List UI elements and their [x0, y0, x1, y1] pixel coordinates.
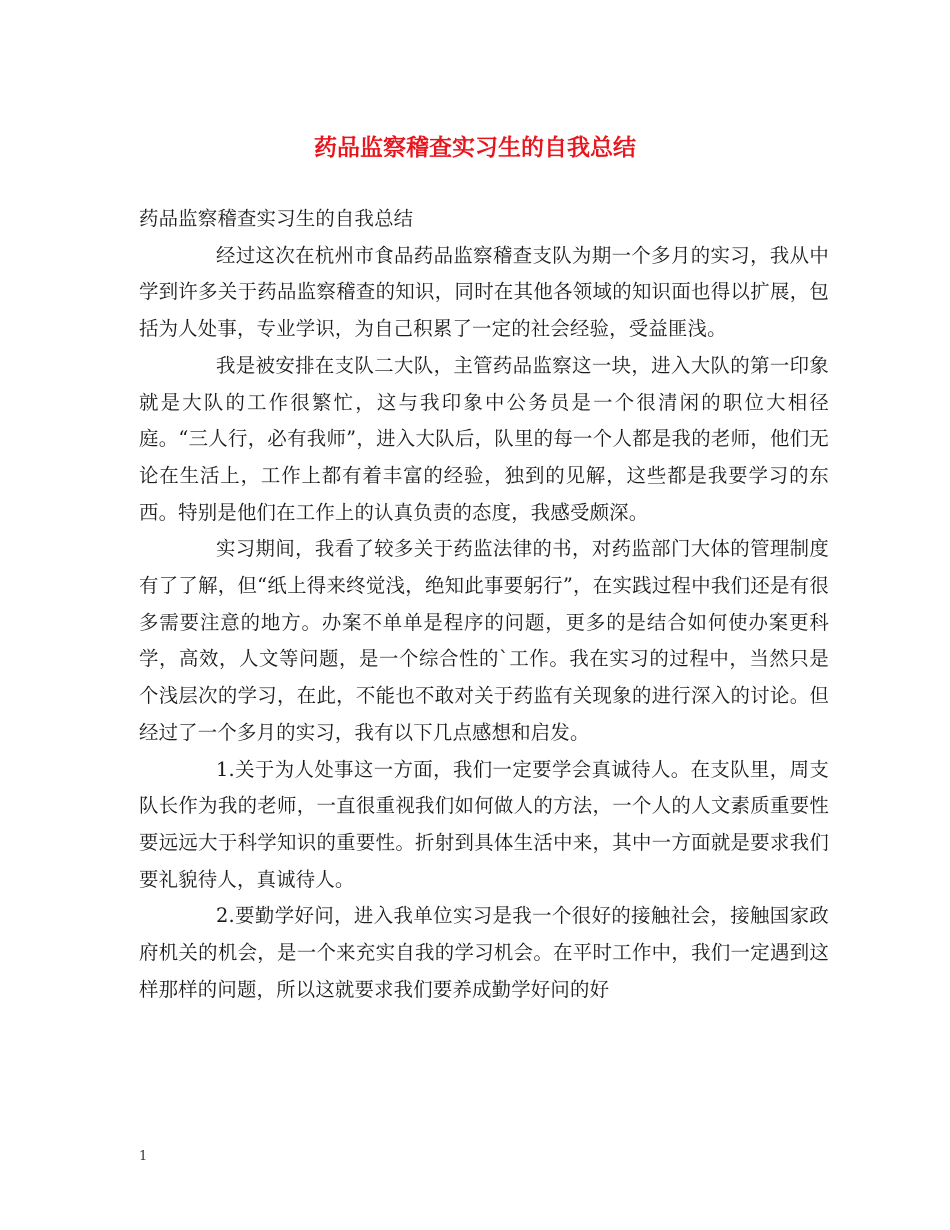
- paragraph-assignment: 我是被安排在支队二大队，主管药品监察这一块，进入大队的第一印象就是大队的工作很繁忙，这与我印象中公务员是一个很清闲的职位大相径庭。“三人行，必有我师”，进入大队后，队里的每一个人都是我的老师，他们无论在生活上，工作上都有着丰富的经验，独到的见解，这些都是我要学习的东西。特别是他们在工作上的认真负责的态度，我感受颇深。: [139, 353, 829, 524]
- paragraph-point-1: 1.关于为人处事这一方面，我们一定要学会真诚待人。在支队里，周支队长作为我的老师，一直很重视我们如何做人的方法，一个人的人文素质重要性要远远大于科学知识的重要性。折射到具体生活中来，其中一方面就是要求我们要礼貌待人，真诚待人。: [139, 757, 829, 891]
- paragraph-study: 实习期间，我看了较多关于药监法律的书，对药监部门大体的管理制度有了了解，但“纸上得来终觉浅，绝知此事要躬行”，在实践过程中我们还是有很多需要注意的地方。办案不单单是程序的问题，更多的是结合如何使办案更科学，高效，人文等问题，是一个综合性的`工作。我在实习的过程中，当然只是个浅层次的学习，在此，不能也不敢对关于药监有关现象的进行深入的讨论。但经过了一个多月的实习，我有以下几点感想和启发。: [139, 537, 829, 744]
- document-title: 药品监察稽查实习生的自我总结: [314, 134, 636, 161]
- page-number: 1: [139, 1149, 148, 1164]
- paragraph-intro: 经过这次在杭州市食品药品监察稽查支队为期一个多月的实习，我从中学到许多关于药品监察稽查的知识，同时在其他各领域的知识面也得以扩展，包括为人处事，专业学识，为自己积累了一定的社会经验，受益匪浅。: [139, 243, 829, 341]
- document-subtitle: 药品监察稽查实习生的自我总结: [139, 207, 414, 230]
- paragraph-point-2: 2.要勤学好问，进入我单位实习是我一个很好的接触社会，接触国家政府机关的机会，是一个来充实自我的学习机会。在平时工作中，我们一定遇到这样那样的问题，所以这就要求我们要养成勤学好问的好: [139, 904, 829, 1001]
- document-body: [139, 201, 829, 1008]
